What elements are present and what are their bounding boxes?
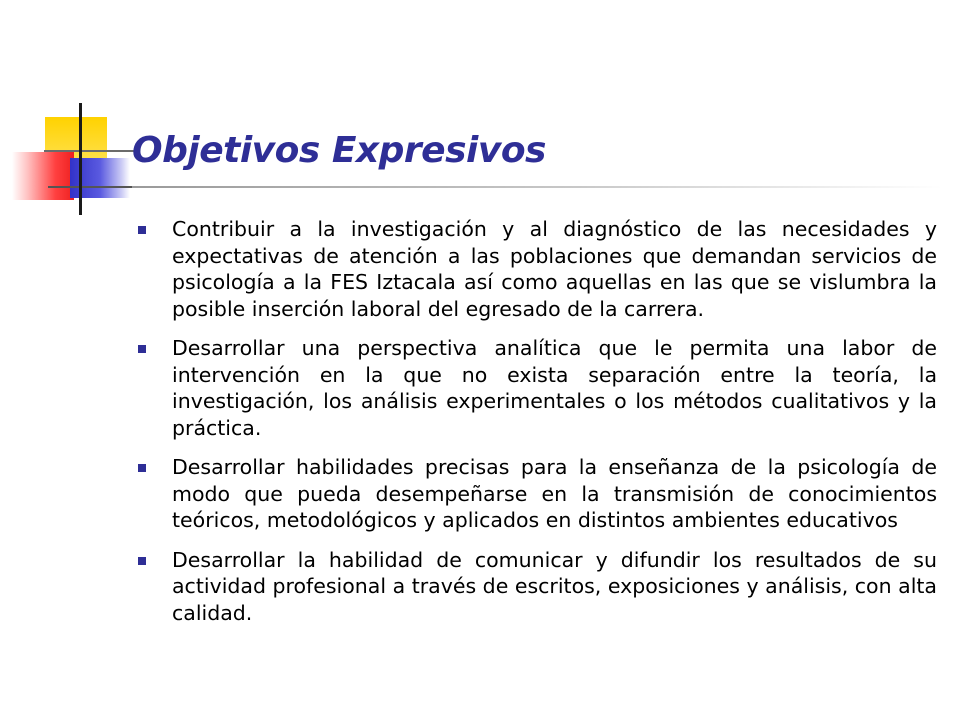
bullet-text: Desarrollar habilidades precisas para la enseñanza de la psicología de modo que pueda desempeñarse en la transmisión de conocimientos teóricos, metodológicos y aplicados en distintos ambientes educativos: [172, 455, 937, 532]
decoration-line: [79, 103, 82, 215]
slide-title: Objetivos Expresivos: [132, 130, 546, 171]
square-bullet-icon: [138, 226, 146, 234]
bullet-item: [131, 216, 937, 322]
bullet-text: Contribuir a la investigación y al diagnóstico de las necesidades y expectativas de atención a las poblaciones que demandan servicios de psicología a la FES Iztacala así como aquellas en las que se vislumbra la posible inserción laboral del egresado de la carrera.: [172, 217, 937, 321]
bullet-item: [131, 547, 937, 627]
bullet-text: Desarrollar la habilidad de comunicar y difundir los resultados de su actividad profesional a través de escritos, exposiciones y análisis, con alta calidad.: [172, 547, 937, 625]
square-bullet-icon: [138, 464, 146, 472]
decoration-line: [44, 150, 134, 152]
bullet-item: [131, 335, 937, 441]
square-bullet-icon: [138, 557, 146, 565]
title-underline: [132, 186, 942, 188]
bullet-list: [131, 216, 937, 639]
decoration-line: [48, 186, 136, 188]
red-square-decoration: [12, 152, 74, 200]
square-bullet-icon: [138, 345, 146, 353]
bullet-item: [131, 454, 937, 534]
bullet-text: Desarrollar una perspectiva analítica que le permita una labor de intervención en la que no exista separación entre la teoría, la investigación, los análisis experimentales o los métodos cualitativos y la práctica.: [172, 336, 937, 440]
corner-decoration: [0, 0, 140, 230]
